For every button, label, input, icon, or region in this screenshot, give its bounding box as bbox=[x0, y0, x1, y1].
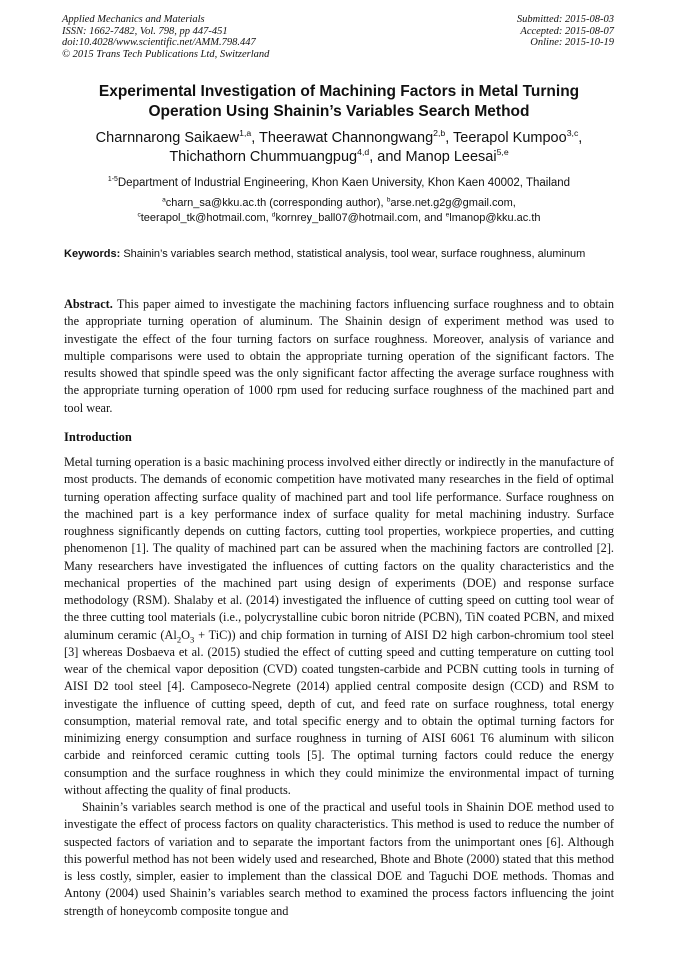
author-affil-mark: 5,e bbox=[496, 147, 509, 158]
journal-header-right bbox=[517, 14, 614, 49]
email-text: teerapol_tk@hotmail.com, bbox=[140, 212, 269, 224]
abstract-text: This paper aimed to investigate the machining factors influencing surface roughness and to obtain the appropriate turning operation of aluminum. The Shainin design of experiment method was used to investigate the effect of the four turning factors on surface roughness. Moreover, analysis of variance and multiple comparisons were used to obtain the appropriate turning operation of the significant factors. The results showed that spindle speed was the only significant factor affecting the average surface roughness with the appropriate turning operation of 1000 rpm used for reducing surface roughness of the machined part and tool wear. bbox=[64, 297, 614, 415]
email-mark: a bbox=[162, 196, 166, 204]
email-text: arse.net.g2g@gmail.com, bbox=[390, 197, 516, 209]
subscript: 2 bbox=[176, 633, 182, 644]
abstract-label: Abstract. bbox=[64, 297, 113, 311]
introduction-body bbox=[64, 454, 614, 920]
author-affil-mark: 3,c bbox=[566, 128, 579, 139]
author-name: Manop Leesai bbox=[405, 149, 497, 165]
author-name: Theerawat Channongwang bbox=[259, 130, 434, 146]
paragraph bbox=[64, 454, 614, 799]
journal-doi: doi:10.4028/www.scientific.net/AMM.798.447 bbox=[62, 37, 256, 48]
paragraph-text: O bbox=[181, 627, 191, 642]
paragraph-text: + TiC)) and chip formation in turning of AISI D2 high carbon-chromium tool steel [3] whereas Dosbaeva et al. (2015) studied the effect of cutting speed and cutting temperature on cutting tool wear of the chemical vapor deposition (CVD) coated tungsten-carbide and PCBN cutting tools in turning of AISI D2 tool steel [4]. Camposeco-Negrete (2014) applied central composite design (CCD) and RSM to investigate the influence of cutting speed, depth of cut, and feed rate on surface roughness, total energy consumption, material removal rate, and total specific energy and to obtain the optimal turning factors for minimizing energy consumption and surface roughness in turning of AISI 6061 T6 aluminum with silicon carbide and reinforced ceramic cutting tools [5]. The optimal turning factors could reduce the energy consumption and the surface roughness in which they could minimize the environmental impact of turning without affecting the quality of final products. bbox=[64, 627, 614, 797]
author-emails bbox=[40, 196, 638, 226]
affiliation-text: Department of Industrial Engineering, Khon Kaen University, Khon Kaen 40002, Thailand bbox=[117, 177, 571, 189]
author-conjunction: and bbox=[377, 149, 402, 165]
abstract bbox=[64, 296, 614, 417]
paper-title bbox=[40, 82, 638, 122]
author-affil-mark: 2,b bbox=[433, 128, 446, 139]
journal-copyright: © 2015 Trans Tech Publications Ltd, Switzerland bbox=[62, 48, 270, 60]
author-name: Charnnarong Saikaew bbox=[95, 130, 240, 146]
email-mark: d bbox=[271, 211, 276, 219]
paragraph-text: Metal turning operation is a basic machining process involved either directly or indirectly in the manufacture of most products. The demands of economic competition have motivated many researches in the field of optimal turning operation affecting surface quality of machined part and tool life performance. Surface roughness on the machined part is a key performance index of surface quality for metal machining industry. Surface roughness significantly depends on cutting factors, cutting tool properties, workpiece properties, and cutting phenomenon [1]. The quality of machined part can be assured when the machining factors are controlled [2]. Many researchers have investigated the influences of cutting factors on the quality characteristics and the mechanical properties of the machined part using design of experiments (DOE) and response surface methodology (RSM). Shalaby et al. (2014) investigated the influence of cutting speed on cutting tool wear of the three cutting tool materials (i.e., polycrystalline cubic boron nitride (PCBN), TiN coated PCBN, and mixed aluminum ceramic (Al bbox=[64, 455, 614, 642]
email-mark: b bbox=[386, 196, 391, 204]
author-list: Charnnarong Saikaew$^{1,a}$, Theerawat Channongwang$^{2,b}$, Teerapol Kumpoo$^{3,c}$, Thichathorn Chummuangpug$^{4,d}$, and Manop Leesai$^{5,e}$ bbox=[95, 128, 583, 165]
keywords bbox=[64, 247, 612, 261]
online-date: Online: 2015-10-19 bbox=[530, 37, 614, 48]
email-text: kornrey_ball07@hotmail.com, and bbox=[275, 212, 443, 224]
accepted-date: Accepted: 2015-08-07 bbox=[520, 25, 614, 37]
affiliation-mark: 1-5 bbox=[107, 176, 118, 184]
subscript: 3 bbox=[190, 633, 195, 644]
title-line-2: Operation Using Shainin’s Variables Search Method bbox=[148, 103, 530, 120]
title-line-1: Experimental Investigation of Machining Factors in Metal Turning bbox=[98, 83, 580, 100]
section-heading-introduction: Introduction bbox=[64, 430, 132, 444]
email-mark: c bbox=[137, 211, 141, 219]
author-name: Teerapol Kumpoo bbox=[453, 130, 567, 146]
author-affil-mark: 4,d bbox=[357, 147, 370, 158]
email-mark: e bbox=[445, 211, 450, 219]
keywords-text: Shainin’s variables search method, statistical analysis, tool wear, surface roughness, aluminum bbox=[123, 248, 586, 260]
keywords-label: Keywords: bbox=[64, 248, 121, 260]
email-text: lmanop@kku.ac.th bbox=[449, 212, 541, 224]
author-affil-mark: 1,a bbox=[239, 128, 252, 139]
submitted-date: Submitted: 2015-08-03 bbox=[516, 14, 614, 25]
journal-issn: ISSN: 1662-7482, Vol. 798, pp 447-451 bbox=[62, 25, 228, 37]
author-name: Thichathorn Chummuangpug bbox=[169, 149, 358, 165]
journal-name: Applied Mechanics and Materials bbox=[62, 14, 205, 25]
email-text: charn_sa@kku.ac.th (corresponding author), bbox=[165, 197, 384, 209]
affiliation bbox=[40, 176, 638, 190]
journal-header-left bbox=[62, 14, 269, 60]
paragraph: Shainin’s variables search method is one of the practical and useful tools in Shainin DOE method used to investigate the effect of process factors on quality characteristics. This method is used to reduce the number of suspected factors of variation and to separate the important factors from the unimportant ones [6]. Although this powerful method has not been widely used and researched, Bhote and Bhote (2000) stated that this method is less costly, simpler, easier to implement than the classical DOE and Taguchi DOE methods. Thomas and Antony (2004) used Shainin’s variables search method to examined the process factors influencing the joint strength of honeycomb composite tongue and bbox=[64, 800, 614, 918]
